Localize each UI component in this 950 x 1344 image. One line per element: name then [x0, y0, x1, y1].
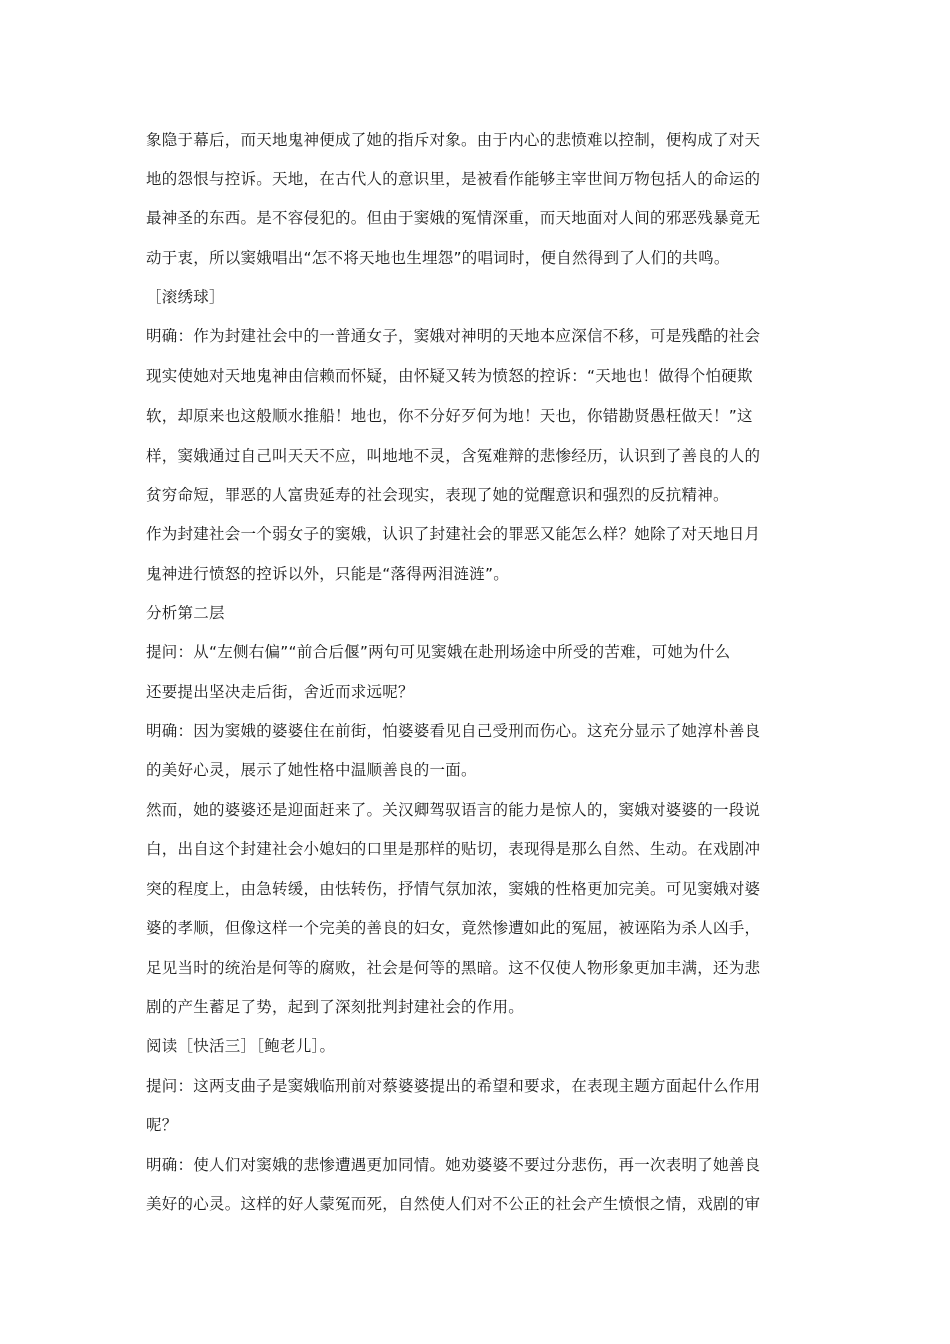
text-line: 现实使她对天地鬼神由信赖而怀疑，由怀疑又转为愤怒的控诉：“天地也！做得个怕硬欺 [146, 367, 753, 385]
text-line: 作为封建社会一个弱女子的窦娥，认识了封建社会的罪恶又能怎么样？她除了对天地日月 [146, 525, 761, 543]
text-line: 足见当时的统治是何等的腐败，社会是何等的黑暗。这不仅使人物形象更加丰满，还为悲 [146, 959, 761, 977]
text-line: 剧的产生蓄足了势，起到了深刻批判封建社会的作用。 [146, 998, 525, 1016]
section-heading: 分析第二层 [146, 604, 225, 622]
text-line: 鬼神进行愤怒的控诉以外，只能是“落得两泪涟涟”。 [146, 565, 510, 583]
text-line: 明确：使人们对窦娥的悲惨遭遇更加同情。她劝婆婆不要过分悲伤，再一次表明了她善良 [146, 1156, 761, 1174]
text-line: 象隐于幕后，而天地鬼神便成了她的指斥对象。由于内心的悲愤难以控制，便构成了对天 [146, 131, 761, 149]
text-line: 明确：因为窦娥的婆婆住在前街，怕婆婆看见自己受刑而伤心。这充分显示了她淳朴善良 [146, 722, 761, 740]
text-line: 软，却原来也这般顺水推船！地也，你不分好歹何为地！天也，你错勘贤愚枉做天！”这 [146, 407, 753, 425]
text-line: 动于衷，所以窦娥唱出“怎不将天地也生埋怨”的唱词时，便自然得到了人们的共鸣。 [146, 249, 730, 267]
text-line: 婆的孝顺，但像这样一个完美的善良的妇女，竟然惨遭如此的冤屈，被诬陷为杀人凶手， [146, 919, 761, 937]
text-line: 白，出自这个封建社会小媳妇的口里是那样的贴切，表现得是那么自然、生动。在戏剧冲 [146, 840, 761, 858]
text-line: 的美好心灵，展示了她性格中温顺善良的一面。 [146, 761, 477, 779]
text-line: 美好的心灵。这样的好人蒙冤而死，自然使人们对不公正的社会产生愤恨之情，戏剧的审 [146, 1195, 761, 1213]
text-line: 贫穷命短，罪恶的人富贵延寿的社会现实，表现了她的觉醒意识和强烈的反抗精神。 [146, 486, 729, 504]
section-heading: 阅读［快活三］［鲍老儿］。 [146, 1037, 336, 1055]
text-line: 明确：作为封建社会中的一普通女子，窦娥对神明的天地本应深信不移，可是残酷的社会 [146, 327, 761, 345]
text-line: 地的怨恨与控诉。天地，在古代人的意识里，是被看作能够主宰世间万物包括人的命运的 [146, 170, 761, 188]
text-line: 最神圣的东西。是不容侵犯的。但由于窦娥的冤情深重，而天地面对人间的邪恶残暴竟无 [146, 209, 761, 227]
section-heading: ［滚绣球］ [146, 288, 225, 306]
text-line: 提问：从“左侧右偏”“前合后偃”两句可见窦娥在赴刑场途中所受的苦难，可她为什么 [146, 643, 731, 661]
text-line: 提问：这两支曲子是窦娥临刑前对蔡婆婆提出的希望和要求，在表现主题方面起什么作用 [146, 1077, 761, 1095]
text-line: 突的程度上，由急转缓，由怯转伤，抒情气氛加浓，窦娥的性格更加完美。可见窦娥对婆 [146, 880, 761, 898]
text-line: 样，窦娥通过自己叫天天不应，叫地地不灵，含冤难辩的悲惨经历，认识到了善良的人的 [146, 447, 761, 465]
text-line: 还要提出坚决走后街，舍近而求远呢？ [146, 683, 414, 701]
text-line: 呢？ [146, 1116, 178, 1134]
text-line: 然而，她的婆婆还是迎面赶来了。关汉卿驾驭语言的能力是惊人的，窦娥对婆婆的一段说 [146, 801, 761, 819]
